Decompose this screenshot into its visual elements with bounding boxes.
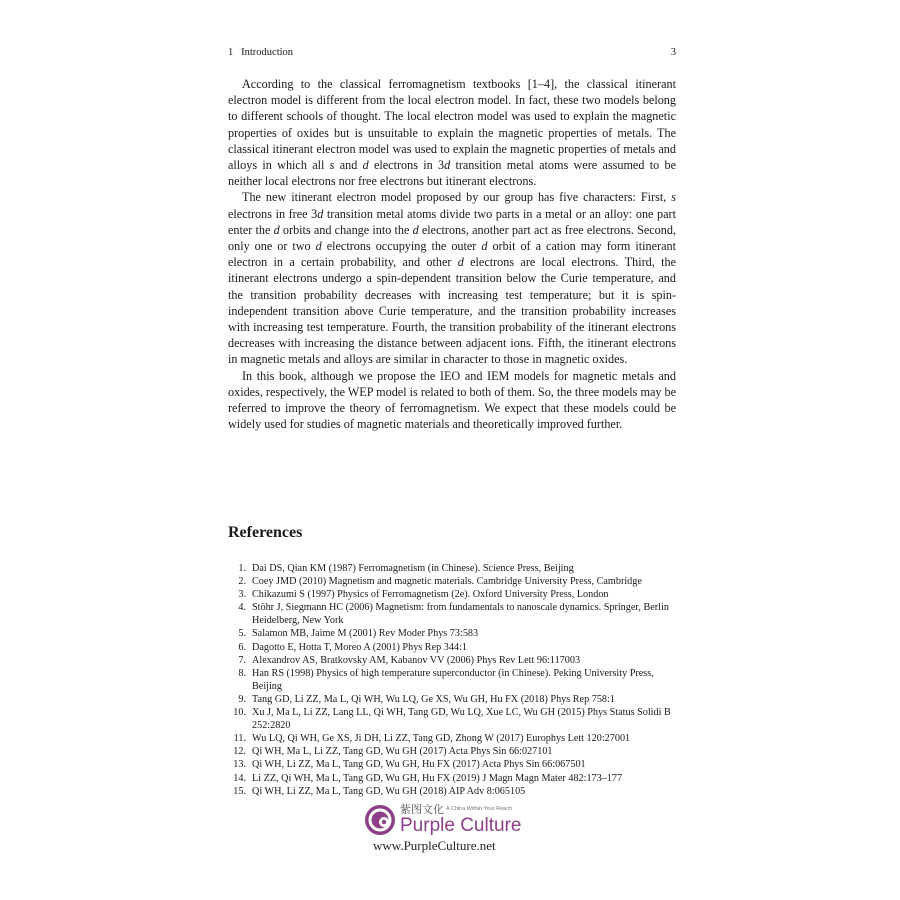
reference-item — [228, 575, 676, 588]
reference-text: Xu J, Ma L, Li ZZ, Lang LL, Qi WH, Tang GD, Wu LQ, Xue LC, Wu GH (2015) Phys Status Solidi B 252:2820 — [252, 707, 671, 732]
reference-item — [228, 641, 676, 654]
reference-text: Dagotto E, Hotta T, Moreo A (2001) Phys Rep 344:1 — [252, 641, 467, 653]
reference-number: 13. — [233, 759, 246, 771]
reference-item — [228, 732, 676, 745]
italic-symbol: d — [317, 206, 324, 221]
reference-item — [228, 627, 676, 640]
reference-number: 7. — [238, 654, 246, 666]
reference-number: 10. — [233, 707, 246, 719]
italic-symbol: d — [362, 158, 369, 173]
reference-text: Dai DS, Qian KM (1987) Ferromagnetism (in Chinese). Science Press, Beijing — [252, 563, 574, 574]
reference-list — [228, 562, 676, 798]
reference-text: Han RS (1998) Physics of high temperature superconductor (in Chinese). Peking University Press, Beijing — [252, 667, 654, 692]
italic-symbol: d — [273, 222, 280, 237]
italic-symbol: d — [481, 239, 488, 254]
reference-number: 3. — [238, 589, 246, 601]
paragraph: In this book, although we propose the IEO and IEM models for magnetic metals and oxides, respectively, the WEP model is related to both of them. So, the three models may be referred to improve the theory of ferromagnetism. We expect that these models could be widely used for studies of magnetic materials and theoretically improved further. — [228, 368, 677, 432]
reference-number: 2. — [238, 576, 246, 588]
reference-number: 12. — [233, 746, 246, 758]
reference-item — [228, 758, 676, 771]
reference-text: Alexandrov AS, Bratkovsky AM, Kabanov VV (2006) Phys Rev Lett 96:117003 — [252, 654, 581, 666]
italic-symbol: d — [444, 158, 451, 173]
reference-text: Qi WH, Ma L, Li ZZ, Tang GD, Wu GH (2017) Acta Phys Sin 66:027101 — [252, 746, 553, 758]
reference-number: 1. — [238, 563, 246, 574]
watermark-tagline: A China Within Your Reach — [446, 806, 513, 812]
reference-item — [228, 693, 676, 706]
reference-item — [228, 745, 676, 758]
reference-text: Li ZZ, Qi WH, Ma L, Tang GD, Wu GH, Hu FX (2019) J Magn Magn Mater 482:173–177 — [252, 772, 623, 784]
reference-text: Tang GD, Li ZZ, Ma L, Qi WH, Wu LQ, Ge XS, Wu GH, Hu FX (2018) Phys Rep 758:1 — [252, 693, 615, 705]
reference-number: 8. — [238, 667, 246, 679]
paragraph: According to the classical ferromagnetism textbooks [1–4], the classical itinerant electron model is different from the local electron model. In fact, these two models belong to different schools of thought. The local electron model was used to explain the magnetic properties of oxides but is unsuitable to explain the magnetic properties of metals. The classical itinerant electron model was used to explain the magnetic properties of metals and alloys in which all s and d electrons in 3d transition metal atoms were assumed to be neither local electrons nor free electrons but itinerant electrons. — [228, 77, 676, 189]
reference-item — [228, 667, 676, 693]
reference-item — [228, 601, 676, 627]
reference-number: 4. — [238, 602, 246, 614]
italic-symbol: d — [412, 222, 419, 237]
watermark-brand: Purple Culture — [400, 815, 522, 836]
reference-number: 11. — [233, 733, 246, 745]
watermark-url: www.PurpleCulture.net — [373, 838, 496, 853]
body-text — [228, 76, 676, 432]
italic-symbol: d — [315, 239, 322, 254]
page-number: 3 — [670, 47, 676, 58]
reference-item — [228, 706, 676, 732]
reference-number: 5. — [238, 628, 246, 640]
references-heading: References — [228, 524, 303, 541]
reference-number: 6. — [238, 641, 246, 653]
reference-text: Coey JMD (2010) Magnetism and magnetic materials. Cambridge University Press, Cambridge — [252, 576, 642, 588]
paragraph: The new itinerant electron model proposed by our group has five characters: First, s electrons in free 3d transition metal atoms divide two parts in a metal or an alloy: one part enter the d orbits and change into the d electrons, another part act as free electrons. Second, only one or two d electrons occupying the outer d orbit of a cation may form itinerant electron in a certain probability, and other d electrons are local electrons. Third, the itinerant electrons undergo a spin-dependent transition below the Curie temperature, and the transition probability decreases with increasing test temperature; but it is spin-independent transition above Curie temperature, and the transition probability increases with increasing test temperature. Fourth, the transition probability of the itinerant electrons decreases with increasing the distance between adjacent ions. Fifth, the itinerant electrons in magnetic metals and alloys are similar in character to those in magnetic oxides. — [228, 190, 676, 367]
running-head — [228, 47, 676, 58]
reference-number: 14. — [233, 772, 246, 784]
chapter-title: 1 Introduction — [228, 47, 294, 58]
reference-text: Qi WH, Li ZZ, Ma L, Tang GD, Wu GH, Hu FX (2017) Acta Phys Sin 66:067501 — [252, 759, 586, 771]
reference-item — [228, 772, 676, 785]
purple-culture-logo-icon — [364, 804, 396, 836]
watermark-chinese-text: 紫图文化 — [400, 803, 444, 816]
reference-item — [228, 654, 676, 667]
reference-item — [228, 562, 676, 575]
reference-text: Stöhr J, Siegmann HC (2006) Magnetism: from fundamentals to nanoscale dynamics. Springer, Berlin Heidelberg, New York — [252, 602, 669, 627]
reference-text: Salamon MB, Jaime M (2001) Rev Moder Phys 73:583 — [252, 628, 479, 640]
reference-text: Chikazumi S (1997) Physics of Ferromagnetism (2e). Oxford University Press, London — [252, 589, 609, 601]
reference-number: 15. — [233, 785, 246, 797]
reference-text: Wu LQ, Qi WH, Ge XS, Ji DH, Li ZZ, Tang GD, Zhong W (2017) Europhys Lett 120:27001 — [252, 733, 631, 745]
watermark — [360, 800, 580, 860]
italic-symbol: s — [671, 190, 676, 205]
reference-item — [228, 588, 676, 601]
reference-number: 9. — [238, 693, 246, 705]
reference-item — [228, 785, 676, 798]
reference-text: Qi WH, Li ZZ, Ma L, Tang GD, Wu GH (2018) AIP Adv 8:065105 — [252, 785, 526, 797]
italic-symbol: d — [457, 255, 464, 270]
italic-symbol: s — [329, 158, 335, 173]
